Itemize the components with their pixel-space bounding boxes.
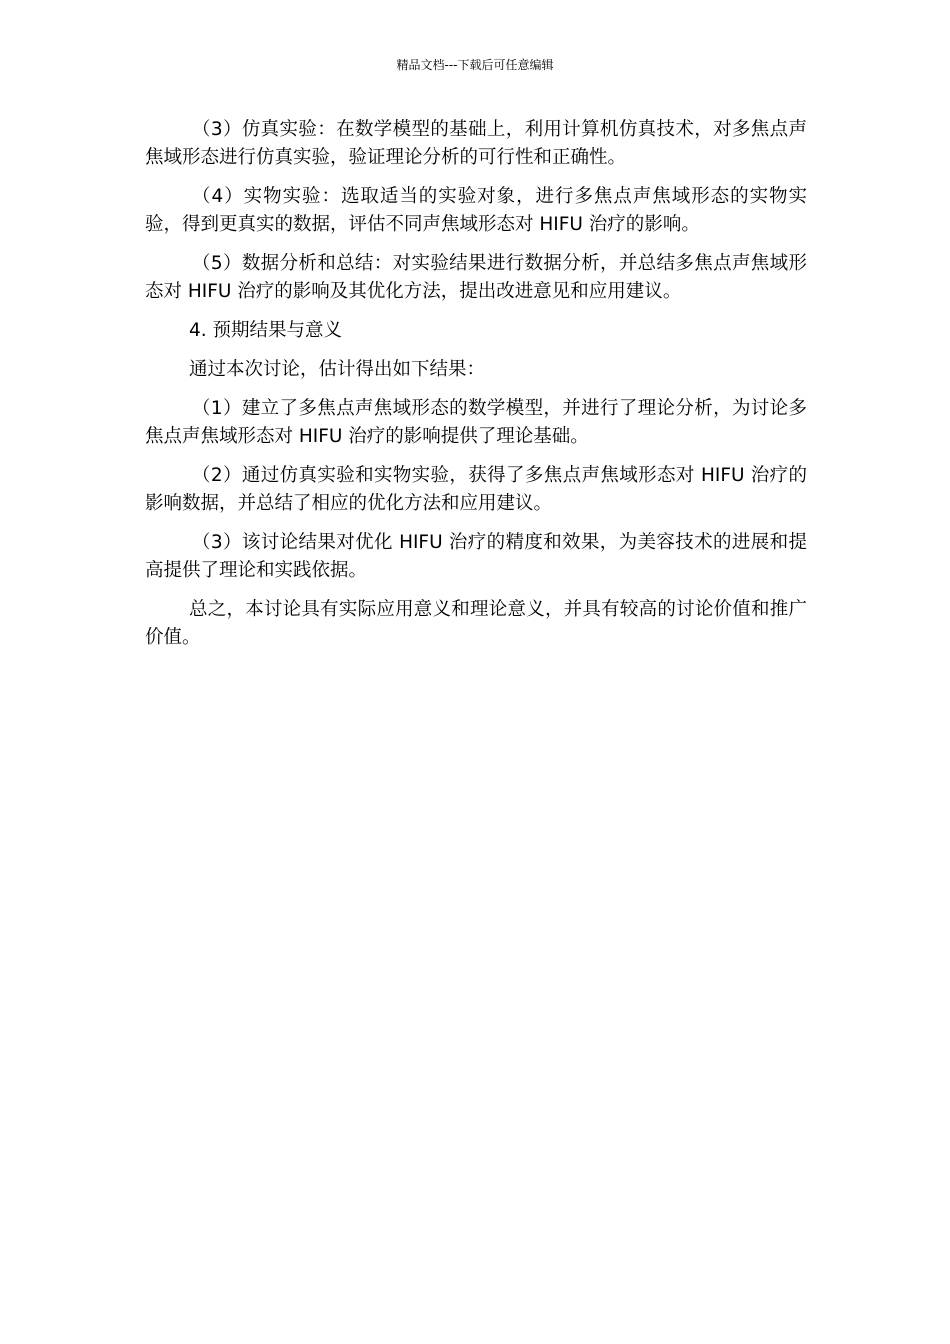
paragraph-result-3: （3）该讨论结果对优化 HIFU 治疗的精度和效果，为美容技术的进展和提高提供了理论和实践依据。 <box>145 532 807 581</box>
paragraph-conclusion: 总之，本讨论具有实际应用意义和理论意义，并具有较高的讨论价值和推广价值。 <box>145 599 807 648</box>
paragraph-result-2: （2）通过仿真实验和实物实验，获得了多焦点声焦域形态对 HIFU 治疗的影响数据，并总结了相应的优化方法和应用建议。 <box>145 465 807 514</box>
document-body <box>145 116 807 663</box>
section-heading-expected-results: 4. 预期结果与意义 <box>189 320 343 341</box>
paragraph-results-intro: 通过本次讨论，估计得出如下结果： <box>189 359 486 380</box>
paragraph-data-analysis: （5）数据分析和总结：对实验结果进行数据分析，并总结多焦点声焦域形态对 HIFU 治疗的影响及其优化方法，提出改进意见和应用建议。 <box>145 253 807 302</box>
paragraph-result-1: （1）建立了多焦点声焦域形态的数学模型，并进行了理论分析，为讨论多焦点声焦域形态对 HIFU 治疗的影响提供了理论基础。 <box>145 398 807 447</box>
paragraph-simulation-experiment: （3）仿真实验：在数学模型的基础上，利用计算机仿真技术，对多焦点声焦域形态进行仿真实验，验证理论分析的可行性和正确性。 <box>145 119 807 168</box>
page-header: 精品文档---下载后可任意编辑 <box>396 58 554 72</box>
paragraph-physical-experiment: （4）实物实验：选取适当的实验对象，进行多焦点声焦域形态的实物实验，得到更真实的数据，评估不同声焦域形态对 HIFU 治疗的影响。 <box>145 186 807 235</box>
